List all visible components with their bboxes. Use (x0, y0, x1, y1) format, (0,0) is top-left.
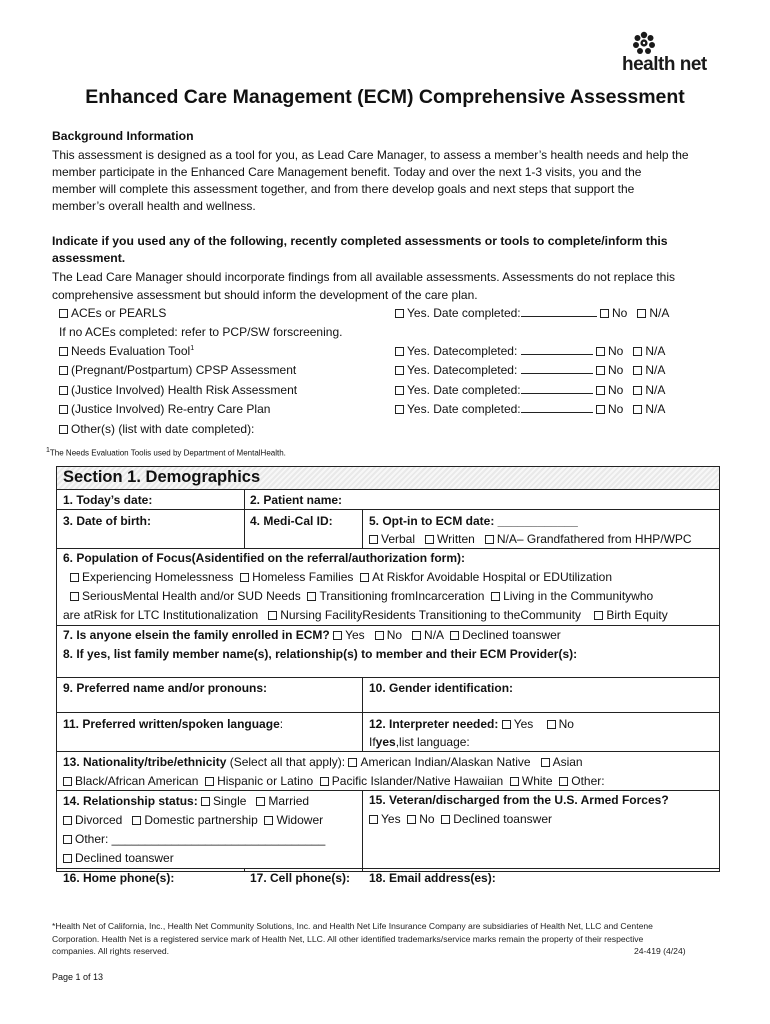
incarceration-label: Transitioning fromIncarceration (319, 589, 485, 603)
q9-preferred-name: 9. Preferred name and/or pronouns: (63, 681, 268, 695)
no-label: No (607, 344, 624, 358)
single-checkbox[interactable] (201, 797, 210, 806)
q3-date-of-birth: 3. Date of birth: (63, 514, 152, 528)
na-label: N/A (645, 363, 666, 377)
item-label: (Justice Involved) Re-entry Care Plan (71, 402, 271, 416)
health-net-logo (620, 30, 707, 80)
homeless-families-checkbox[interactable] (240, 573, 249, 582)
background-line-2: member participate in the Enhanced Care Management benefit. Today and over the next 1-3 visits, you and the (52, 165, 642, 179)
q6-options-row-1 (70, 570, 612, 584)
q13-row-2 (63, 774, 605, 788)
indicate-heading-1: Indicate if you used any of the following, recently completed assessments or tools to complete/inform this (52, 234, 668, 248)
no-label: No (607, 402, 624, 416)
grandfathered-label: N/A– Grandfathered from HHP/WPC (496, 532, 692, 546)
assessment-item (59, 363, 296, 377)
na-checkbox[interactable] (633, 405, 642, 414)
legal-line-3-row (52, 945, 722, 958)
q14-label: 14. Relationship status: (63, 794, 198, 808)
aian-label: American Indian/Alaskan Native (360, 755, 531, 769)
yes-label: Yes. Datecompleted: (407, 363, 518, 377)
other-status-checkbox[interactable] (63, 835, 72, 844)
legal-line-1: *Health Net of California, Inc., Health Net Community Solutions, Inc. and Health Net Life Insurance Company are subsidiaries of Health Net, LLC and Centene (52, 921, 653, 931)
q10-gender: 10. Gender identification: (369, 681, 514, 695)
q14-row-1 (63, 794, 309, 808)
q12-rest: ,list language: (395, 735, 470, 749)
pacific-islander-label: Pacific Islander/Native Hawaiian (331, 774, 504, 788)
aian-checkbox[interactable] (348, 758, 357, 767)
other-ethnicity-checkbox[interactable] (559, 777, 568, 786)
at-risk-label: At Riskfor Avoidable Hospital or EDUtilization (372, 570, 612, 584)
aces-yes-label: Yes. Date completed: (407, 306, 521, 320)
q5-opt-in-date: 5. Opt-in to ECM date: ____________ (369, 514, 578, 528)
item-label: (Justice Involved) Health Risk Assessment (71, 383, 298, 397)
legal-line-3: companies. All rights reserved. (52, 946, 170, 956)
q7-label: 7. Is anyone elsein the family enrolled in ECM? (63, 628, 330, 642)
background-line-4: member’s overall health and wellness. (52, 199, 256, 213)
aces-date-field[interactable] (521, 306, 597, 317)
background-line-3: member will complete this assessment together, and from there develop goals and next steps that support the (52, 182, 635, 196)
married-checkbox[interactable] (256, 797, 265, 806)
birth-equity-checkbox[interactable] (594, 611, 603, 620)
q14-row-4 (63, 851, 174, 865)
yes-label: Yes. Date completed: (407, 383, 521, 397)
assessment-item (59, 383, 297, 397)
form-code: 24-419 (4/24) (634, 946, 686, 956)
homeless-checkbox[interactable] (70, 573, 79, 582)
no-label: No (607, 363, 624, 377)
q8-family-members: 8. If yes, list family member name(s), relationship(s) to member and their ECM Provider(s): (63, 647, 578, 661)
q12-no-label: No (558, 717, 574, 731)
q13-row-1 (63, 755, 583, 769)
legal-notice (52, 920, 722, 958)
q7-na-checkbox[interactable] (412, 631, 421, 640)
item-label: Needs Evaluation Tool (71, 344, 191, 358)
q13-hint: (Select all that apply): (226, 755, 346, 769)
na-checkbox[interactable] (633, 347, 642, 356)
assessment-item (59, 402, 270, 416)
nursing-facility-checkbox[interactable] (268, 611, 277, 620)
na-label: N/A (645, 383, 666, 397)
at-risk-checkbox[interactable] (360, 573, 369, 582)
yes-label: Yes. Date completed: (407, 402, 521, 416)
other-assessments-row (59, 422, 254, 436)
homeless-label: Experiencing Homelessness (82, 570, 234, 584)
q15-yes-checkbox[interactable] (369, 815, 378, 824)
aces-label: ACEs or PEARLS (71, 306, 167, 320)
community-checkbox[interactable] (491, 592, 500, 601)
incarceration-checkbox[interactable] (307, 592, 316, 601)
page-number: Page 1 of 13 (52, 972, 104, 982)
indicate-line-1: The Lead Care Manager should incorporate findings from all available assessments. Assessments do not replace this (52, 270, 675, 284)
no-checkbox[interactable] (596, 347, 605, 356)
aces-options (395, 306, 669, 320)
item-options (395, 363, 665, 377)
document-title: Enhanced Care Management (ECM) Comprehensive Assessment (85, 86, 685, 108)
white-label: White (521, 774, 553, 788)
written-label: Written (437, 532, 475, 546)
birth-equity-label: Birth Equity (606, 608, 668, 622)
divorced-checkbox[interactable] (63, 816, 72, 825)
verbal-label: Verbal (381, 532, 416, 546)
no-checkbox[interactable] (596, 386, 605, 395)
community-label-cont: are atRisk for LTC Institutionalization (63, 608, 259, 622)
aces-na-label: N/A (649, 306, 670, 320)
aces-no-label: No (611, 306, 628, 320)
domestic-partnership-label: Domestic partnership (144, 813, 258, 827)
smh-label: SeriousMental Health and/or SUD Needs (82, 589, 301, 603)
q4-medi-cal-id: 4. Medi-Cal ID: (250, 514, 333, 528)
q7-declined-checkbox[interactable] (450, 631, 459, 640)
q15-options (369, 812, 552, 826)
q6-population-of-focus: 6. Population of Focus(Asidentified on the referral/authorization form): (63, 551, 466, 565)
q2-patient-name: 2. Patient name: (250, 493, 343, 507)
widower-checkbox[interactable] (264, 816, 273, 825)
single-label: Single (213, 794, 247, 808)
item-checkbox[interactable] (59, 347, 68, 356)
verbal-checkbox[interactable] (369, 535, 378, 544)
q7-na-label: N/A (424, 628, 444, 642)
hispanic-label: Hispanic or Latino (217, 774, 314, 788)
item-checkbox[interactable] (59, 386, 68, 395)
nursing-facility-label: Nursing FacilityResidents Transitioning to theCommunity (280, 608, 582, 622)
aces-checkbox[interactable] (59, 309, 68, 318)
q15-declined-checkbox[interactable] (441, 815, 450, 824)
aces-row (59, 306, 166, 320)
q16-home-phone: 16. Home phone(s): (63, 871, 175, 885)
item-checkbox[interactable] (59, 405, 68, 414)
yes-label: Yes. Datecompleted: (407, 344, 518, 358)
q11-colon: : (279, 717, 284, 731)
aces-yes-checkbox[interactable] (395, 309, 404, 318)
homeless-families-label: Homeless Families (252, 570, 354, 584)
q12-yes-label: Yes (513, 717, 534, 731)
q15-no-label: No (419, 812, 435, 826)
yes-checkbox[interactable] (395, 366, 404, 375)
asian-checkbox[interactable] (541, 758, 550, 767)
q15-no-checkbox[interactable] (407, 815, 416, 824)
na-checkbox[interactable] (633, 386, 642, 395)
background-heading: Background Information (52, 129, 194, 143)
widower-label: Widower (276, 813, 324, 827)
q7-yes-label: Yes (345, 628, 365, 642)
item-checkbox[interactable] (59, 366, 68, 375)
section-1-title: Section 1. Demographics (63, 468, 261, 486)
other-status-label: Other: ________________________________ (75, 832, 326, 846)
aces-na-checkbox[interactable] (637, 309, 646, 318)
indicate-line-2: comprehensive assessment but should inform the development of the care plan. (52, 288, 478, 302)
hispanic-checkbox[interactable] (205, 777, 214, 786)
q15-declined-label: Declined toanswer (453, 812, 552, 826)
healthnet-logo-mark-icon (630, 30, 658, 56)
logo-text: health net (622, 54, 707, 75)
divorced-label: Divorced (75, 813, 123, 827)
q14-row-2 (63, 813, 323, 827)
section-1-header (57, 467, 719, 490)
item-options (395, 402, 665, 416)
black-label: Black/African American (75, 774, 199, 788)
no-checkbox[interactable] (596, 405, 605, 414)
community-label: Living in the Communitywho (503, 589, 654, 603)
no-label: No (607, 383, 624, 397)
footnote (46, 447, 286, 458)
q7-yes-checkbox[interactable] (333, 631, 342, 640)
q18-email: 18. Email address(es): (369, 871, 496, 885)
q13-label: 13. Nationality/tribe/ethnicity (63, 755, 227, 769)
q15-veteran: 15. Veteran/discharged from the U.S. Armed Forces? (369, 793, 669, 807)
legal-line-2: Corporation. Health Net is a registered service mark of Health Net, LLC. All other identified trademarks/service marks remain the property of their respective (52, 933, 644, 944)
na-checkbox[interactable] (633, 366, 642, 375)
background-line-1: This assessment is designed as a tool for you, as Lead Care Manager, to assess a member’s health needs and help the (52, 148, 689, 162)
date-field[interactable] (521, 402, 593, 413)
footnote-mark: 1 (46, 447, 50, 454)
q1-todays-date: 1. Today’s date: (63, 493, 153, 507)
q12-if-yes (369, 735, 470, 749)
yes-checkbox[interactable] (395, 386, 404, 395)
footnote-text: The Needs Evaluation Toolis used by Department of MentalHealth. (49, 448, 286, 458)
q12-if: If (369, 735, 376, 749)
asian-label: Asian (552, 755, 583, 769)
declined-status-checkbox[interactable] (63, 854, 72, 863)
written-checkbox[interactable] (425, 535, 434, 544)
q6-options-row-3 (63, 608, 668, 622)
domestic-partnership-checkbox[interactable] (132, 816, 141, 825)
item-label: (Pregnant/Postpartum) CPSP Assessment (71, 363, 297, 377)
q15-yes-label: Yes (381, 812, 401, 826)
date-field[interactable] (521, 344, 593, 355)
yes-checkbox[interactable] (395, 347, 404, 356)
q12-no-checkbox[interactable] (547, 720, 556, 729)
aces-note: If no ACEs completed: refer to PCP/SW forscreening. (59, 325, 343, 339)
q11-row (63, 717, 283, 731)
q7-declined-label: Declined toanswer (462, 628, 561, 642)
item-sup: 1 (190, 345, 195, 352)
married-label: Married (268, 794, 310, 808)
q11-label: 11. Preferred written/spoken language (63, 717, 280, 731)
indicate-heading-2: assessment. (52, 251, 126, 265)
q17-cell-phone: 17. Cell phone(s): (250, 871, 351, 885)
na-label: N/A (645, 344, 666, 358)
other-ethnicity-label: Other: (571, 774, 605, 788)
q12-yes-bold: yes (375, 735, 396, 749)
na-label: N/A (645, 402, 666, 416)
assessment-item (59, 344, 194, 358)
item-options (395, 344, 665, 358)
date-field[interactable] (521, 383, 593, 394)
q12-row (369, 717, 574, 731)
q6-options-row-2 (70, 589, 653, 603)
item-options (395, 383, 665, 397)
grandfathered-checkbox[interactable] (485, 535, 494, 544)
q7-no-label: No (386, 628, 403, 642)
q14-row-3 (63, 832, 325, 846)
white-checkbox[interactable] (510, 777, 519, 786)
q12-label: 12. Interpreter needed: (369, 717, 499, 731)
q5-options (369, 532, 692, 546)
other-checkbox[interactable] (59, 425, 68, 434)
q12-yes-checkbox[interactable] (502, 720, 511, 729)
q7-row (63, 628, 561, 642)
pacific-islander-checkbox[interactable] (320, 777, 329, 786)
smh-checkbox[interactable] (70, 592, 79, 601)
date-field[interactable] (521, 363, 593, 374)
no-checkbox[interactable] (596, 366, 605, 375)
black-checkbox[interactable] (63, 777, 72, 786)
declined-status-label: Declined toanswer (75, 851, 174, 865)
yes-checkbox[interactable] (395, 405, 404, 414)
q7-no-checkbox[interactable] (375, 631, 384, 640)
aces-no-checkbox[interactable] (600, 309, 609, 318)
other-label: Other(s) (list with date completed): (71, 422, 255, 436)
